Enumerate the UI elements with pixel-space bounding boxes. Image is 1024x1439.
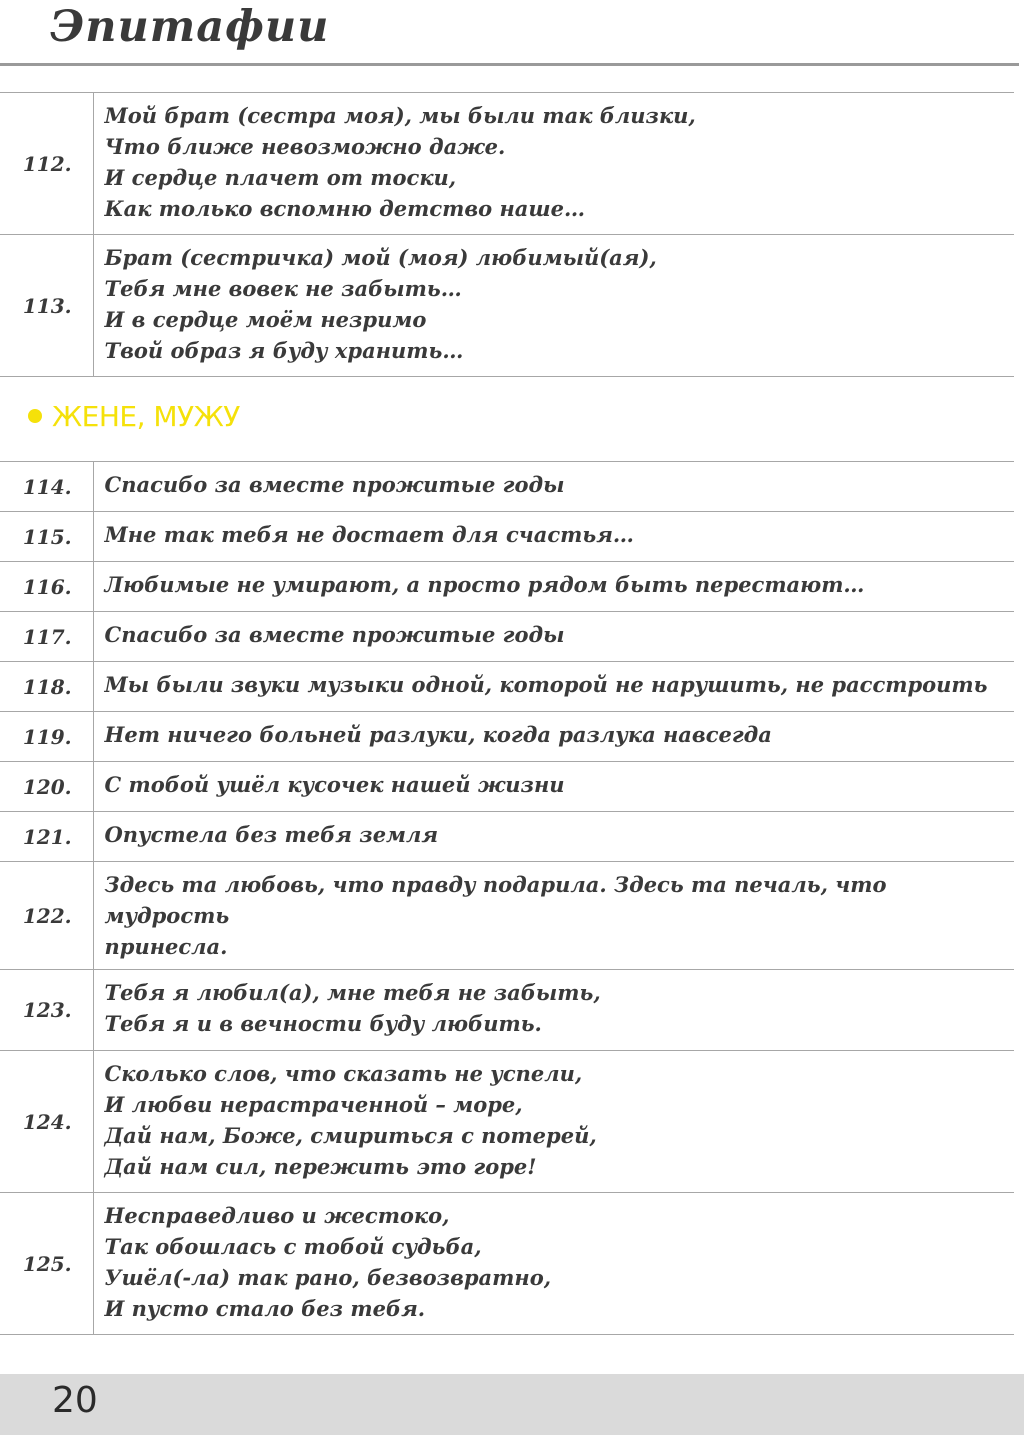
epitaph-text: Тебя я любил(а), мне тебя не забыть, Тебя я и в вечности буду любить.: [93, 970, 1014, 1051]
bullet-icon: [28, 409, 42, 423]
epitaph-table-spouse: [0, 461, 1014, 1335]
epitaph-text: Сколько слов, что сказать не успели, И любви нерастраченной – море, Дай нам, Боже, смириться с потерей, Дай нам сил, пережить это горе!: [93, 1051, 1014, 1193]
table-row: [0, 512, 1014, 562]
table-row: [0, 235, 1014, 377]
epitaph-text: Мой брат (сестра моя), мы были так близки, Что ближе невозможно даже. И сердце плачет от тоски, Как только вспомню детство наше…: [93, 93, 1014, 235]
table-row: [0, 762, 1014, 812]
page-title: Эпитафии: [50, 2, 330, 52]
table-row: [0, 862, 1014, 970]
table-row: [0, 462, 1014, 512]
epitaph-number: 112.: [0, 93, 93, 235]
table-row: [0, 562, 1014, 612]
epitaph-number: 115.: [0, 512, 93, 562]
footer-bar: [0, 1374, 1024, 1435]
epitaph-table-siblings: [0, 92, 1014, 377]
table-row: [0, 812, 1014, 862]
epitaph-number: 114.: [0, 462, 93, 512]
epitaph-text: Нет ничего больней разлуки, когда разлука навсегда: [93, 712, 1014, 762]
epitaph-number: 118.: [0, 662, 93, 712]
epitaph-number: 122.: [0, 862, 93, 970]
epitaph-text: Спасибо за вместе прожитые годы: [93, 612, 1014, 662]
table-row: [0, 712, 1014, 762]
epitaph-text: Брат (сестричка) мой (моя) любимый(ая), Тебя мне вовек не забыть… И в сердце моём незримо Твой образ я буду хранить…: [93, 235, 1014, 377]
epitaph-text: Мы были звуки музыки одной, которой не нарушить, не расстроить: [93, 662, 1014, 712]
epitaph-number: 117.: [0, 612, 93, 662]
epitaph-text: Опустела без тебя земля: [93, 812, 1014, 862]
epitaph-number: 116.: [0, 562, 93, 612]
epitaph-text: С тобой ушёл кусочек нашей жизни: [93, 762, 1014, 812]
table-row: [0, 1051, 1014, 1193]
table-row: [0, 93, 1014, 235]
epitaph-text: Здесь та любовь, что правду подарила. Здесь та печаль, что мудрость принесла.: [93, 862, 1014, 970]
section-heading: [28, 400, 240, 433]
page-number: 20: [52, 1380, 98, 1421]
epitaph-text: Несправедливо и жестоко, Так обошлась с тобой судьба, Ушёл(-ла) так рано, безвозвратно, И пусто стало без тебя.: [93, 1193, 1014, 1335]
epitaph-text: Любимые не умирают, а просто рядом быть перестают…: [93, 562, 1014, 612]
epitaph-number: 124.: [0, 1051, 93, 1193]
epitaph-number: 121.: [0, 812, 93, 862]
epitaph-number: 120.: [0, 762, 93, 812]
title-divider: [0, 63, 1019, 66]
epitaph-number: 125.: [0, 1193, 93, 1335]
epitaph-number: 119.: [0, 712, 93, 762]
table-row: [0, 612, 1014, 662]
table-row: [0, 1193, 1014, 1335]
table-row: [0, 662, 1014, 712]
epitaph-text: Спасибо за вместе прожитые годы: [93, 462, 1014, 512]
epitaph-text: Мне так тебя не достает для счастья…: [93, 512, 1014, 562]
table-row: [0, 970, 1014, 1051]
epitaph-number: 123.: [0, 970, 93, 1051]
epitaph-number: 113.: [0, 235, 93, 377]
section-heading-label: ЖЕНЕ, МУЖУ: [52, 400, 240, 433]
